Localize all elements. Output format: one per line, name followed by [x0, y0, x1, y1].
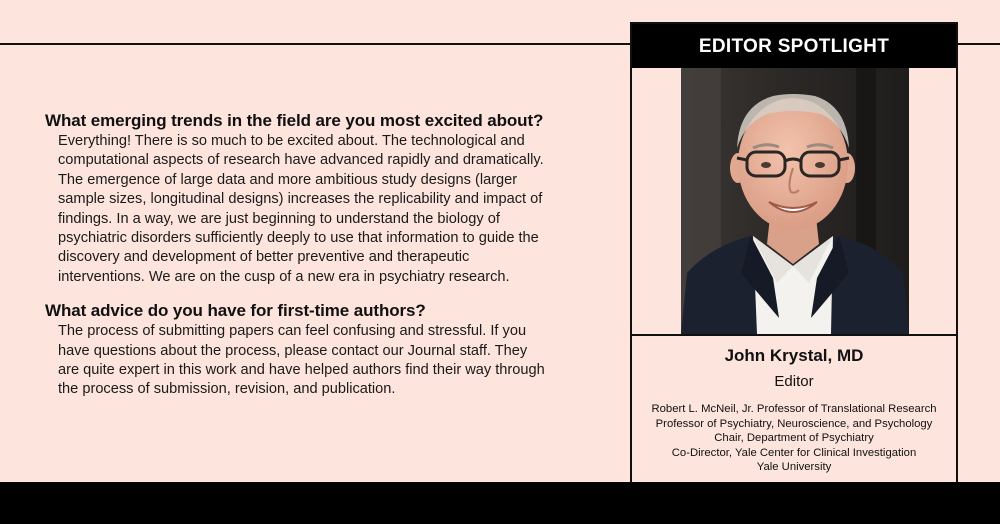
affiliation-line: Chair, Department of Psychiatry — [714, 432, 874, 445]
editor-name: John Krystal, MD — [724, 346, 864, 365]
panel-divider — [632, 334, 956, 336]
affiliation-line: Yale University — [756, 461, 832, 474]
answer-1 — [58, 132, 605, 287]
answer-line: have questions about the process, please contact our Journal staff. They — [58, 342, 528, 359]
footer-bar — [0, 482, 1000, 524]
question-2: What advice do you have for first-time authors? — [45, 301, 426, 321]
answer-line: discovery and development of better preventive and therapeutic — [58, 249, 470, 266]
answer-2 — [58, 322, 605, 400]
editor-photo — [681, 68, 909, 334]
answer-line: Everything! There is so much to be excited about. The technological and — [58, 133, 525, 149]
answer-line: computational aspects of research have advanced rapidly and dramatically. — [58, 152, 544, 169]
editor-spotlight-panel — [630, 22, 958, 482]
answer-line: psychiatric disorders sufficiently deeply to use that information to guide the — [58, 230, 539, 247]
affiliation-line: Robert L. McNeil, Jr. Professor of Translational Research — [651, 403, 937, 415]
interview-qa — [45, 110, 605, 400]
question-1: What emerging trends in the field are you most excited about? — [45, 111, 544, 130]
answer-line: The process of submitting papers can feel confusing and stressful. If you — [58, 323, 527, 340]
spotlight-header: EDITOR SPOTLIGHT — [632, 24, 956, 68]
editor-affiliations — [632, 402, 956, 475]
editor-role: Editor — [774, 373, 814, 390]
answer-line: interventions. We are on the cusp of a new era in psychiatry research. — [58, 268, 510, 285]
answer-line: are quite expert in this work and have helped authors find their way through — [58, 362, 545, 379]
answer-line: The emergence of large data and more ambitious study designs (larger — [58, 171, 518, 188]
answer-line: findings. In a way, we are just beginning to understand the biology of — [58, 210, 500, 227]
answer-line: the process of submission, revision, and publication. — [58, 381, 396, 398]
answer-line: sample sizes, longitudinal designs) increases the replicability and impact of — [58, 191, 543, 208]
affiliation-line: Professor of Psychiatry, Neuroscience, and Psychology — [655, 417, 933, 430]
affiliation-line: Co-Director, Yale Center for Clinical Investigation — [671, 446, 917, 459]
